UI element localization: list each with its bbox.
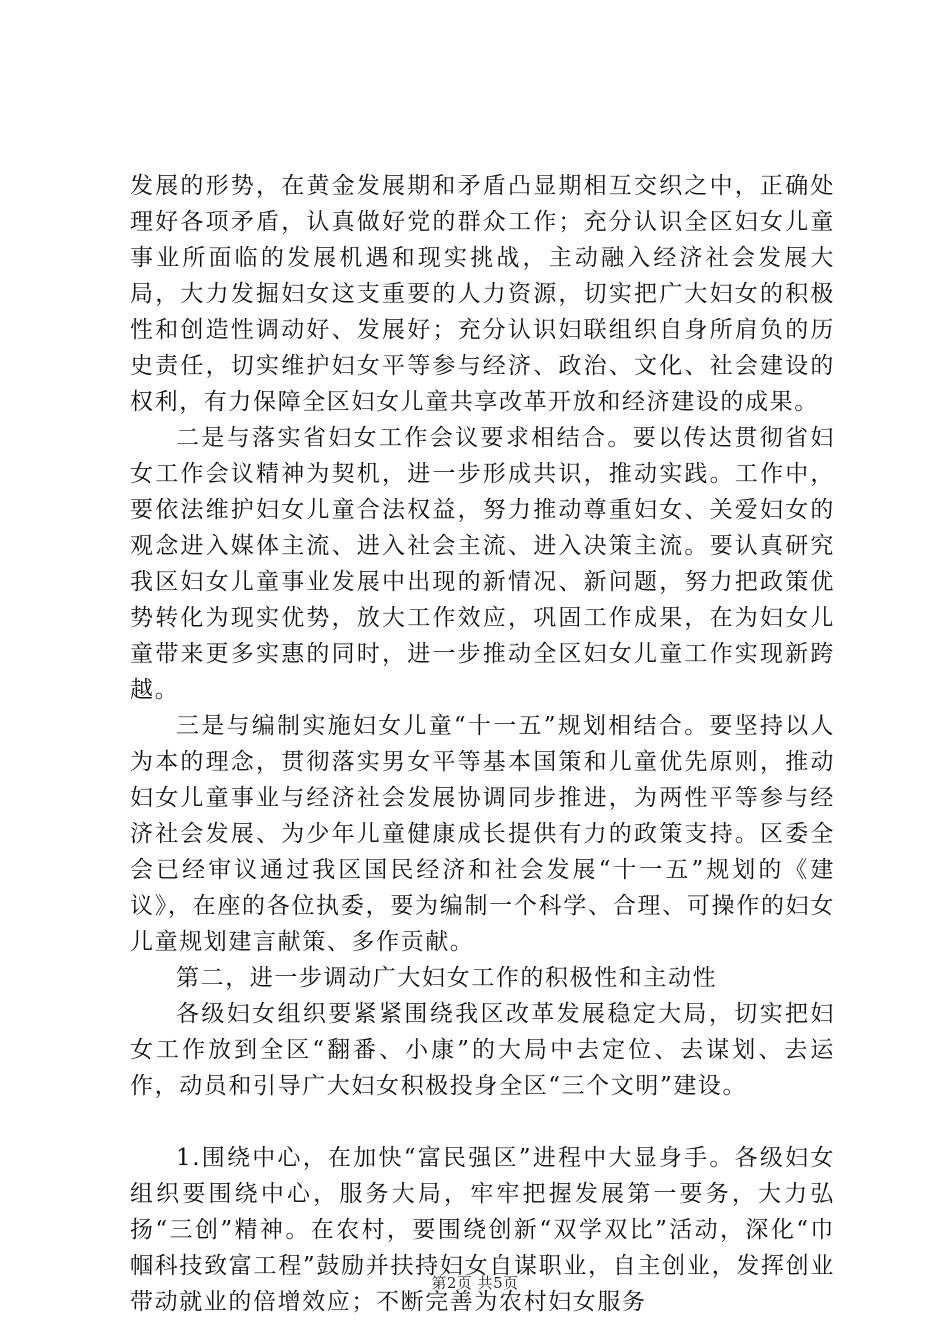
paragraph-continuation: 发展的形势，在黄金发展期和矛盾凸显期相互交织之中，正确处理好各项矛盾，认真做好党的群众工作；充分认识全区妇女儿童事业所面临的发展机遇和现实挑战，主动融入经济社会发展大局，大力发掘妇女这支重要的人力资源，切实把广大妇女的积极性和创造性调动好、发展好；充分认识妇联组织自身所肩负的历史责任，切实维护妇女平等参与经济、政治、文化、社会建设的权利，有力保障全区妇女儿童共享改革开放和经济建设的成果。: [130, 173, 835, 415]
paragraph-point-two: 二是与落实省妇女工作会议要求相结合。要以传达贯彻省妇女工作会议精神为契机，进一步形成共识，推动实践。工作中，要依法维护妇女儿童合法权益，努力推动尊重妇女、关爱妇女的观念进入媒体主流、进入社会主流、进入决策主流。要认真研究我区妇女儿童事业发展中出现的新情况、新问题，努力把政策优势转化为现实优势，放大工作效应，巩固工作成果，在为妇女儿童带来更多实惠的同时，进一步推动全区妇女儿童工作实现新跨越。: [130, 425, 835, 703]
document-body: [130, 168, 835, 1320]
paragraph-section-intro: 各级妇女组织要紧紧围绕我区改革发展稳定大局，切实把妇女工作放到全区“翻番、小康”的大局中去定位、去谋划、去运作，动员和引导广大妇女积极投身全区“三个文明”建设。: [130, 1001, 835, 1099]
paragraph-point-three: 三是与编制实施妇女儿童“十一五”规划相结合。要坚持以人为本的理念，贯彻落实男女平等基本国策和儿童优先原则，推动妇女儿童事业与经济社会发展协调同步推进，为两性平等参与经济社会发展、为少年儿童健康成长提供有力的政策支持。区委全会已经审议通过我区国民经济和社会发展“十一五”规划的《建议》，在座的各位执委，要为编制一个科学、合理、可操作的妇女儿童规划建言献策、多作贡献。: [130, 713, 835, 955]
paragraph-spacer: [130, 1104, 835, 1140]
section-heading: 第二，进一步调动广大妇女工作的积极性和主动性: [176, 965, 718, 991]
paragraph-item-one: 1.围绕中心，在加快“富民强区”进程中大显身手。各级妇女组织要围绕中心，服务大局，牢牢把握发展第一要务，大力弘扬“三创”精神。在农村，要围绕创新“双学双比”活动，深化“巾帼科技致富工程”鼓励并扶持妇女自谋职业，自主创业，发挥创业带动就业的倍增效应；不断完善为农村妇女服务: [130, 1145, 835, 1315]
page-number-footer: 第2页 共5页: [431, 1274, 519, 1292]
